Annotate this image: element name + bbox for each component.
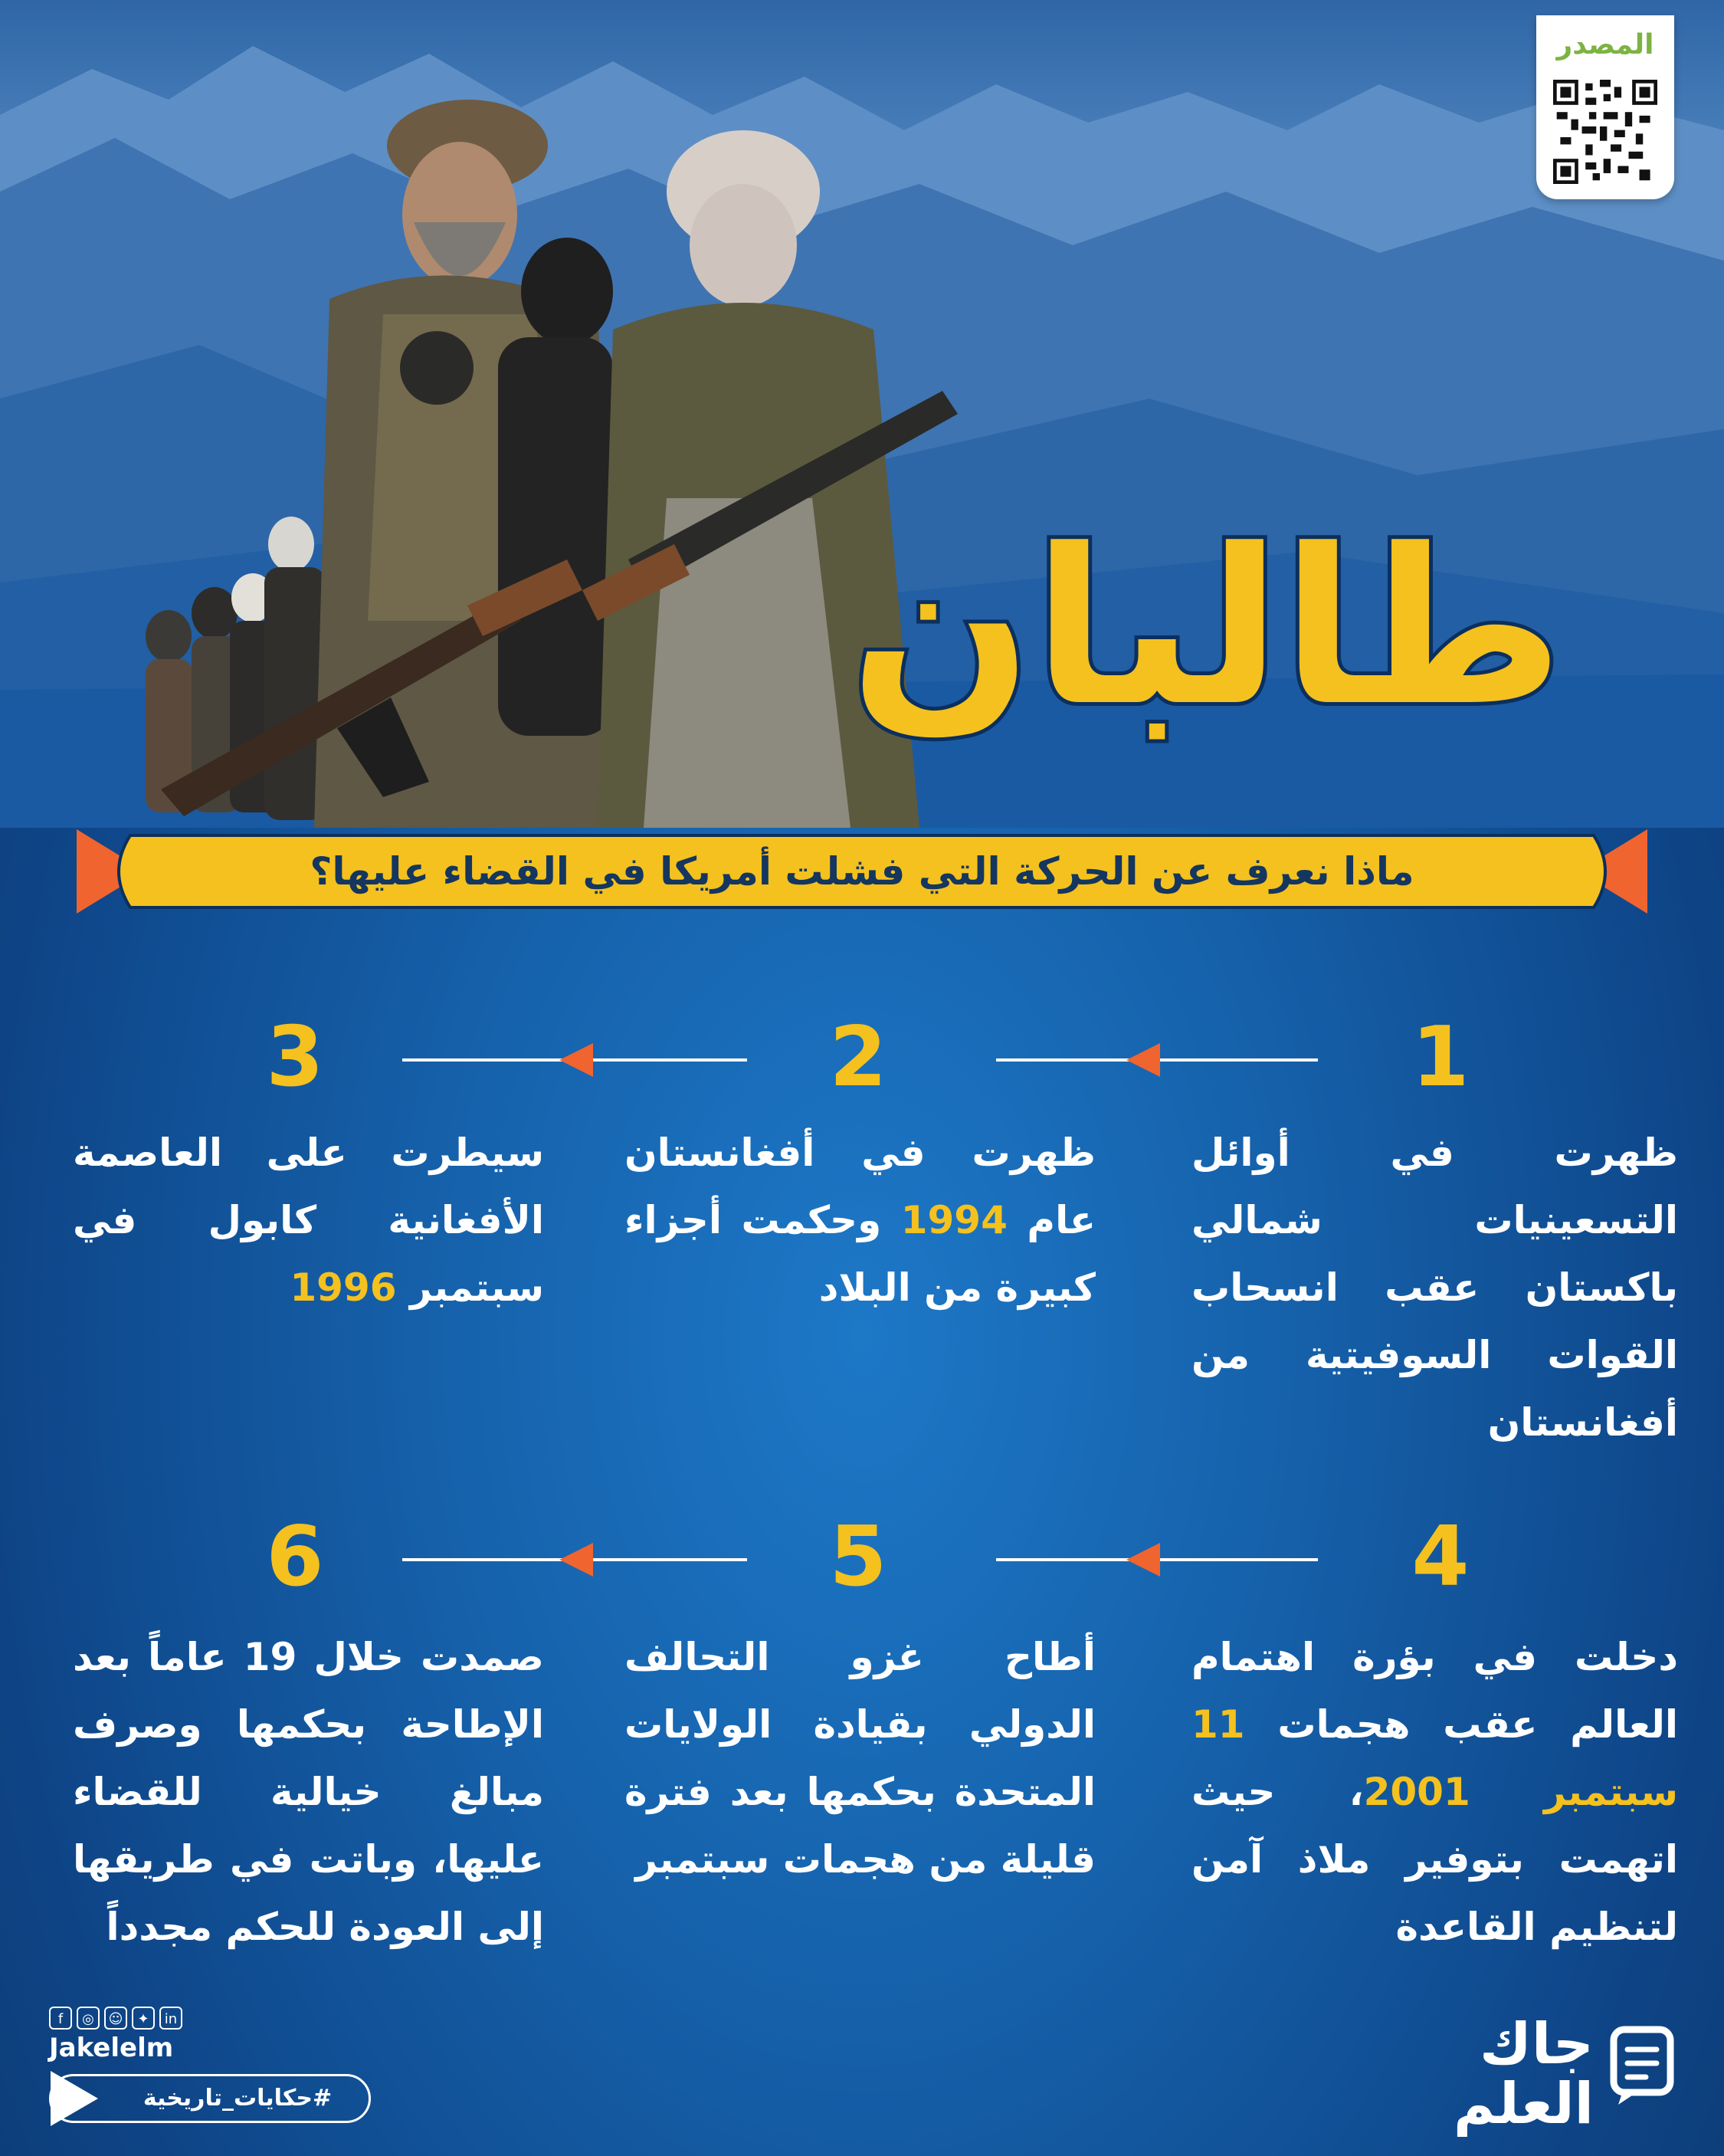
- step-4-number: 4: [1411, 1509, 1470, 1605]
- arrow-left-icon: [559, 1543, 593, 1577]
- main-title: طالبان: [849, 504, 1565, 753]
- social-handle[interactable]: Jakelelm: [49, 2033, 174, 2063]
- step-1-number: 1: [1411, 1009, 1470, 1105]
- arrow-left-icon: [1126, 1543, 1160, 1577]
- hashtag: #حكايات_تاريخية: [143, 2085, 333, 2112]
- step-4-text: [1191, 1623, 1678, 1961]
- step-3-text: [73, 1119, 544, 1321]
- step-1-text: ظهرت في أوائل التسعينيات شمالي باكستان عقب انسحاب القوات السوفيتية من أفغانستان: [1191, 1131, 1678, 1445]
- arrow-left-icon: [1126, 1043, 1160, 1077]
- step-5-text: أطاح غزو التحالف الدولي بقيادة الولايات المتحدة بحكمها بعد فترة قليلة من هجمات سبتمبر: [624, 1635, 1096, 1882]
- step-2-year: 1994: [900, 1198, 1008, 1242]
- step-4-text-b: ، حيث اتهمت بتوفير ملاذ آمن لتنظيم القاعدة: [1191, 1770, 1678, 1949]
- arrow-left-icon: [559, 1043, 593, 1077]
- source-badge[interactable]: [1536, 15, 1674, 199]
- instagram-icon[interactable]: ◎: [77, 2007, 100, 2030]
- step-2-number: 2: [829, 1009, 887, 1105]
- step-3-text-a: سيطرت على العاصمة الأفغانية كابول في سبتمبر: [73, 1131, 544, 1310]
- brand-chat-icon: [1608, 2023, 1676, 2108]
- step-4-text-a: دخلت في بؤرة اهتمام العالم عقب هجمات: [1191, 1635, 1678, 1747]
- step-3-number: 3: [266, 1009, 324, 1105]
- step-3-year: 1996: [290, 1265, 397, 1310]
- step-4-date: 11 سبتمبر 2001: [1191, 1702, 1679, 1814]
- step-6-text: صمدت خلال 19 عاماً بعد الإطاحة بحكمها وصرف مبالغ خيالية للقضاء عليها، وباتت في طريقها إلى العودة للحكم مجدداً: [73, 1635, 544, 1949]
- step-2-text-a: ظهرت في أفغانستان عام: [624, 1131, 1096, 1242]
- source-label: المصدر: [1556, 29, 1654, 61]
- snapchat-icon[interactable]: ☺: [104, 2007, 127, 2030]
- step-5-number: 5: [829, 1509, 887, 1605]
- linkedin-icon[interactable]: in: [159, 2007, 182, 2030]
- play-icon[interactable]: [51, 2071, 98, 2126]
- brand-logo-text: جاك العلم: [1453, 2011, 1594, 2137]
- twitter-icon[interactable]: ✦: [132, 2007, 155, 2030]
- step-2-text-b: وحكمت أجزاء كبيرة من البلاد: [624, 1198, 1096, 1310]
- step-6-number: 6: [266, 1509, 324, 1605]
- social-icons: [49, 2007, 182, 2033]
- qr-code-icon[interactable]: [1553, 80, 1657, 184]
- step-2-text: [624, 1119, 1096, 1321]
- subtitle: ماذا نعرف عن الحركة التي فشلت أمريكا في القضاء عليها؟: [310, 849, 1414, 894]
- facebook-icon[interactable]: f: [49, 2007, 72, 2030]
